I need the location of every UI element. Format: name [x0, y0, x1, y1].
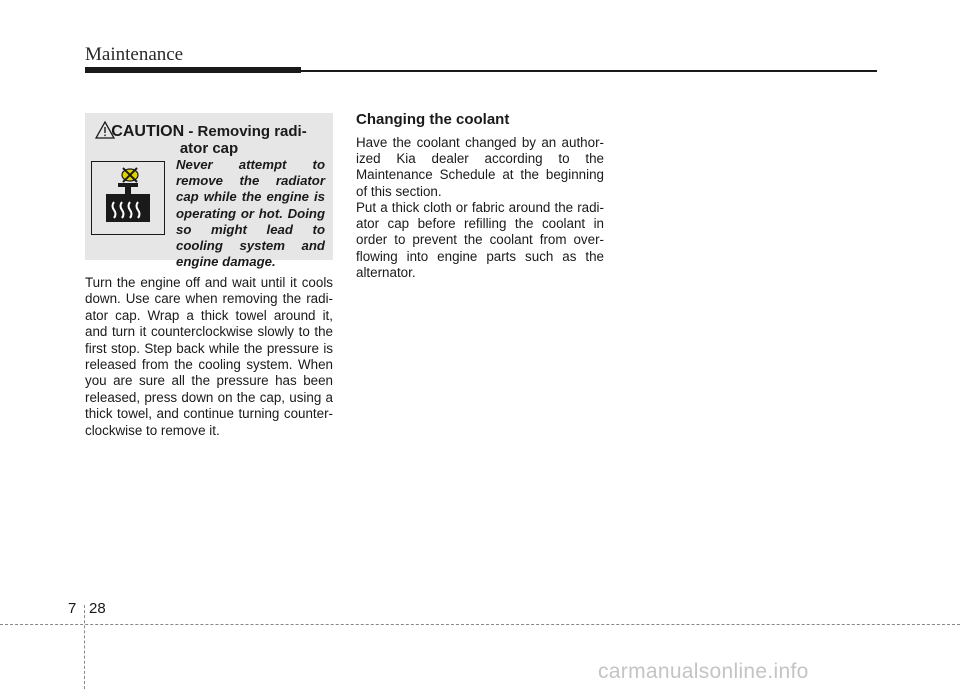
footer-vertical-divider — [84, 605, 85, 689]
caution-icon-frame — [91, 161, 165, 235]
caution-title: - Removing radi- — [184, 123, 307, 140]
header-title: Maintenance — [85, 44, 184, 65]
page-number: 28 — [89, 600, 106, 617]
header-rule-thin — [300, 70, 877, 72]
caution-label: CAUTION — [111, 123, 185, 140]
caution-heading — [85, 123, 333, 157]
watermark: carmanualsonline.info — [598, 660, 809, 683]
hot-radiator-icon — [92, 162, 164, 234]
left-body-paragraph: Turn the engine off and wait until it cools down. Use care when removing the radi-ator cap. Wrap a thick towel around it, and turn it counterclockwise slowly to the first stop. Step back while the pressure is released from the cooling system. When you are sure all the pressure has been released, press down on the cap, using a thick towel, and continue turning counter-clockwise to remove it. — [85, 275, 333, 438]
chapter-number: 7 — [68, 600, 77, 617]
footer-divider — [0, 624, 960, 625]
right-paragraph-1: Have the coolant changed by an author-ized Kia dealer according to the Maintenance Schedule at the beginning of this section. — [356, 135, 604, 199]
caution-box — [85, 113, 333, 270]
caution-text: Never attempt to remove the radiator cap while the engine is operating or hot. Doing so might lead to cooling system and engine damage. — [176, 157, 325, 270]
section-heading: Changing the coolant — [356, 111, 510, 128]
caution-title-cont: ator cap — [179, 140, 239, 157]
right-paragraph-2: Put a thick cloth or fabric around the radi-ator cap before refilling the coolant in order to prevent the coolant from over-flowing into engine parts such as the alternator. — [356, 200, 604, 280]
header-rule-thick — [85, 67, 301, 73]
